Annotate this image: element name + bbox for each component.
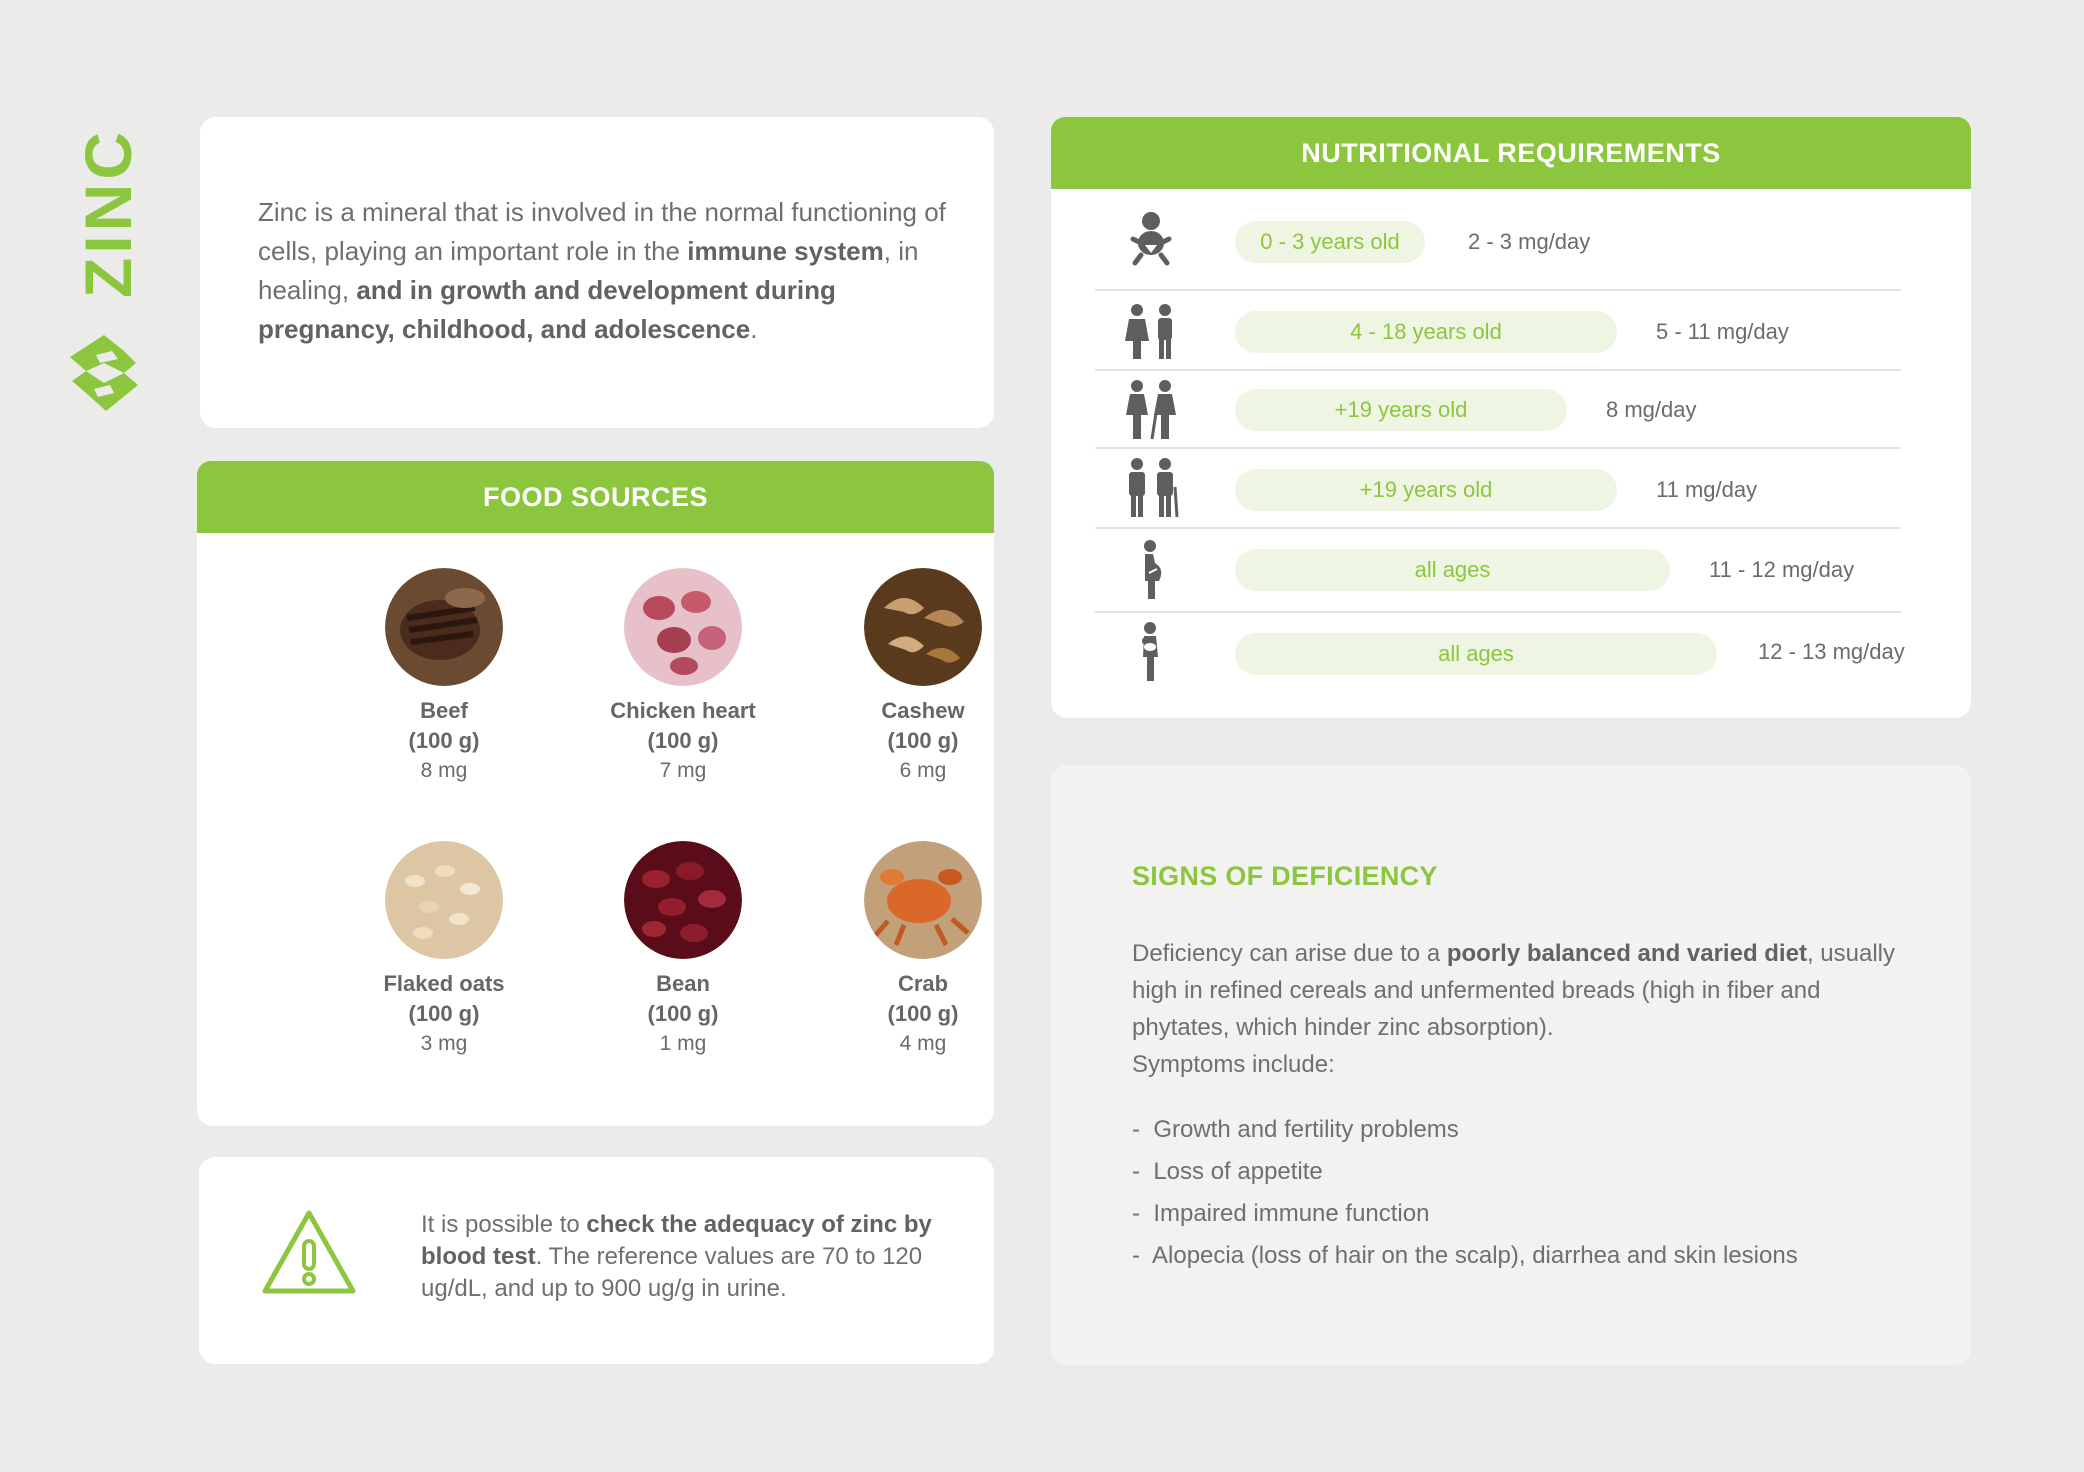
blood-test-text-part: . The reference values are 70 to 120 ug/dL, and up to 900 ug/g in urine. [421,1243,923,1302]
food-item-flaked-oats [334,841,554,1059]
food-qty: (100 g) [408,1001,480,1026]
flaked-oats-image [385,841,503,959]
intro-text-part: Zinc is a mineral that is involved in the normal functioning of cells, playing an important role in the [258,197,946,266]
beef-image [385,568,503,686]
food-name: Crab [897,971,949,996]
requirement-amount: 12 - 13 mg/day [1758,639,1905,664]
food-item-crab [813,841,1033,1059]
age-group-pill: 4 - 18 years old [1235,311,1617,353]
blood-test-text-part: It is possible to [421,1211,587,1238]
chicken-heart-image [624,568,742,686]
food-name: Bean [656,971,710,996]
symptoms-intro: Symptoms include: [1132,1051,1335,1078]
age-group-pill: all ages [1235,549,1670,591]
food-name: Cashew [881,698,965,723]
food-qty: (100 g) [887,1001,959,1026]
age-group-pill: +19 years old [1235,389,1567,431]
blood-test-text [421,1209,941,1305]
requirement-amount: 2 - 3 mg/day [1468,229,1591,254]
baby-icon [1119,209,1183,271]
food-value: 4 mg [899,1032,947,1055]
blood-test-bold: check the adequacy of zinc by blood test [421,1211,932,1270]
bean-image [624,841,742,959]
brand-logo-icon [66,333,142,413]
age-group-pill: all ages [1235,633,1717,675]
intro-card [200,117,994,428]
requirement-row [1095,613,1905,693]
food-qty: (100 g) [647,1001,719,1026]
food-qty: (100 g) [887,728,959,753]
crab-image [864,841,982,959]
page-title [71,128,145,298]
food-item-cashew [813,568,1033,786]
nutritional-requirements-card [1051,117,1971,718]
food-sources-card [197,461,994,1126]
requirement-row [1095,529,1901,613]
intro-bold-immune: immune system [687,236,884,266]
food-sources-heading: FOOD SOURCES [197,461,994,533]
symptoms-list [1132,1109,1798,1277]
intro-text [258,193,958,349]
food-value: 3 mg [420,1032,468,1055]
requirement-row [1095,371,1901,449]
food-name: Chicken heart [610,698,756,723]
requirement-amount: 11 mg/day [1656,477,1758,502]
food-qty: (100 g) [647,728,719,753]
cashew-image [864,568,982,686]
requirements-heading: NUTRITIONAL REQUIREMENTS [1051,117,1971,189]
deficiency-heading: SIGNS OF DEFICIENCY [1132,861,1438,891]
children-icon [1119,301,1183,363]
blood-test-card [199,1157,994,1364]
food-item-beef [334,568,554,786]
age-group-pill: +19 years old [1235,469,1617,511]
symptom-item: - Alopecia (loss of hair on the scalp), diarrhea and skin lesions [1132,1235,1798,1277]
intro-text-part: , in healing, [258,236,919,305]
food-qty: (100 g) [408,728,480,753]
signs-of-deficiency-card [1051,765,1971,1365]
food-value: 6 mg [899,759,947,782]
requirement-amount: 8 mg/day [1606,397,1697,422]
requirement-amount: 5 - 11 mg/day [1656,319,1789,344]
pregnant-woman-icon [1119,539,1183,601]
requirement-row [1095,191,1901,291]
symptom-item: - Loss of appetite [1132,1151,1798,1193]
intro-text-part: . [750,314,758,344]
food-item-chicken-heart [573,568,793,786]
men-icon [1119,457,1183,519]
requirement-amount: 11 - 12 mg/day [1709,557,1855,582]
title-text: ZINC [71,128,145,298]
intro-bold-growth: and in growth and development during pregnancy, childhood, and adolescence [258,275,836,344]
food-name: Flaked oats [383,971,505,996]
warning-icon [259,1207,359,1299]
food-value: 1 mg [659,1032,707,1055]
requirement-row [1095,449,1901,529]
deficiency-bold: poorly balanced and varied diet [1446,940,1807,967]
food-value: 8 mg [420,759,468,782]
deficiency-text-part: Deficiency can arise due to a [1132,940,1447,967]
breastfeeding-woman-icon [1119,621,1183,683]
deficiency-text [1132,935,1922,1083]
requirement-row [1095,291,1901,371]
deficiency-text-part: , usually high in refined cereals and unfermented breads (high in fiber and phytates, which hinder zinc absorption). [1132,940,1895,1041]
food-name: Beef [420,698,468,723]
food-item-bean [573,841,793,1059]
food-value: 7 mg [659,759,707,782]
symptom-item: - Impaired immune function [1132,1193,1798,1235]
age-group-pill: 0 - 3 years old [1235,221,1425,263]
symptom-item: - Growth and fertility problems [1132,1109,1798,1151]
women-icon [1119,379,1183,441]
